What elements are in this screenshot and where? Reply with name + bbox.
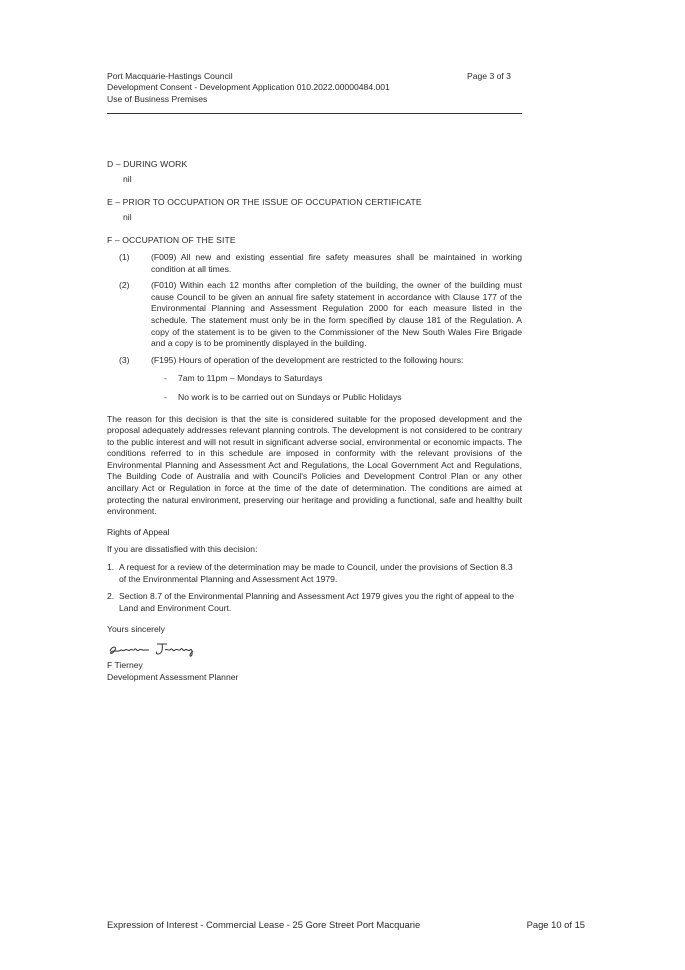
appeal-heading: Rights of Appeal xyxy=(107,526,170,537)
header-divider xyxy=(107,113,522,114)
condition-list xyxy=(107,252,522,366)
appeal-number: 1. xyxy=(107,562,115,573)
appeal-text: A request for a review of the determination may be made to Council, under the provisions of Section 8.3 of the Environmental Planning and Assessment Act 1979. xyxy=(119,562,513,584)
condition-number: (3) xyxy=(119,354,130,365)
signature-image xyxy=(107,641,522,657)
hours-text: No work is to be carried out on Sundays or Public Holidays xyxy=(178,391,402,402)
footer-document-title: Expression of Interest - Commercial Lease - 25 Gore Street Port Macquarie xyxy=(107,919,421,930)
condition-text: (F195) Hours of operation of the development are restricted to the following hours: xyxy=(151,354,464,365)
condition-text: (F010) Within each 12 months after completion of the building, the owner of the building must cause Council to be given an annual fire safety statement in accordance with Clause 177 of the Environmental Planning and Assessment Regulation 2000 for each measure listed in the schedule. The statement must only be in the form specified by clause 181 of the Regulation. A copy of the statement is to be given to the Commissioner of the New South Wales Fire Brigade and a copy is to be prominently displayed in the building. xyxy=(151,280,522,349)
document-body xyxy=(107,155,522,683)
header-page-number: Page 3 of 3 xyxy=(467,71,511,81)
appeal-number: 2. xyxy=(107,591,115,602)
section-f-heading: F – OCCUPATION OF THE SITE xyxy=(107,235,236,246)
closing-salutation: Yours sincerely xyxy=(107,624,165,635)
section-d-heading: D – DURING WORK xyxy=(107,159,188,169)
header-consent: Development Consent - Development Application 010.2022.00000484.001 xyxy=(107,82,390,93)
section-d-text: nil xyxy=(123,173,132,184)
condition-item xyxy=(107,252,522,275)
appeal-item xyxy=(107,591,522,614)
appeal-intro: If you are dissatisfied with this decision: xyxy=(107,544,258,555)
condition-item xyxy=(107,355,522,367)
appeal-item xyxy=(107,562,522,585)
appeal-text: Section 8.7 of the Environmental Planning and Assessment Act 1979 gives you the right of appeal to the Land and Environment Court. xyxy=(119,591,515,613)
hours-item xyxy=(164,373,522,385)
condition-item xyxy=(107,280,522,350)
reason-paragraph: The reason for this decision is that the site is considered suitable for the proposed development and the proposal adequately addresses relevant planning controls. The development is not considered to be contrary to the public interest and will not result in significant adverse social, environmental or economic impacts. The conditions referred to in this schedule are imposed in conformity with the relevant provisions of the Environmental Planning and Assessment Act and Regulations, the Local Government Act and Regulations, The Building Code of Australia and with Council's Policies and Development Control Plan or any other ancillary Act or Regulation in force at the time of the date of determination. The conditions are aimed at protecting the natural environment, preserving our heritage and providing a functional, safe and healthy built environment. xyxy=(107,413,522,517)
condition-number: (2) xyxy=(119,280,130,291)
hours-item xyxy=(164,392,522,404)
signatory-title: Development Assessment Planner xyxy=(107,671,239,682)
dash-bullet-icon: - xyxy=(164,391,167,402)
header-council: Port Macquarie-Hastings Council xyxy=(107,71,233,81)
footer-page-number: Page 10 of 15 xyxy=(526,919,585,930)
header-use: Use of Business Premises xyxy=(107,93,208,104)
hours-text: 7am to 11pm – Mondays to Saturdays xyxy=(178,373,323,384)
section-e-text: nil xyxy=(123,211,132,222)
section-e-heading: E – PRIOR TO OCCUPATION OR THE ISSUE OF OCCUPATION CERTIFICATE xyxy=(107,197,422,208)
handwritten-signature-icon xyxy=(107,641,227,657)
letter-header xyxy=(107,71,522,105)
dash-bullet-icon: - xyxy=(164,373,167,384)
signatory-name: F Tierney xyxy=(107,660,143,670)
condition-number: (1) xyxy=(119,251,130,262)
condition-text: (F009) All new and existing essential fire safety measures shall be maintained in working condition at all times. xyxy=(151,251,522,274)
